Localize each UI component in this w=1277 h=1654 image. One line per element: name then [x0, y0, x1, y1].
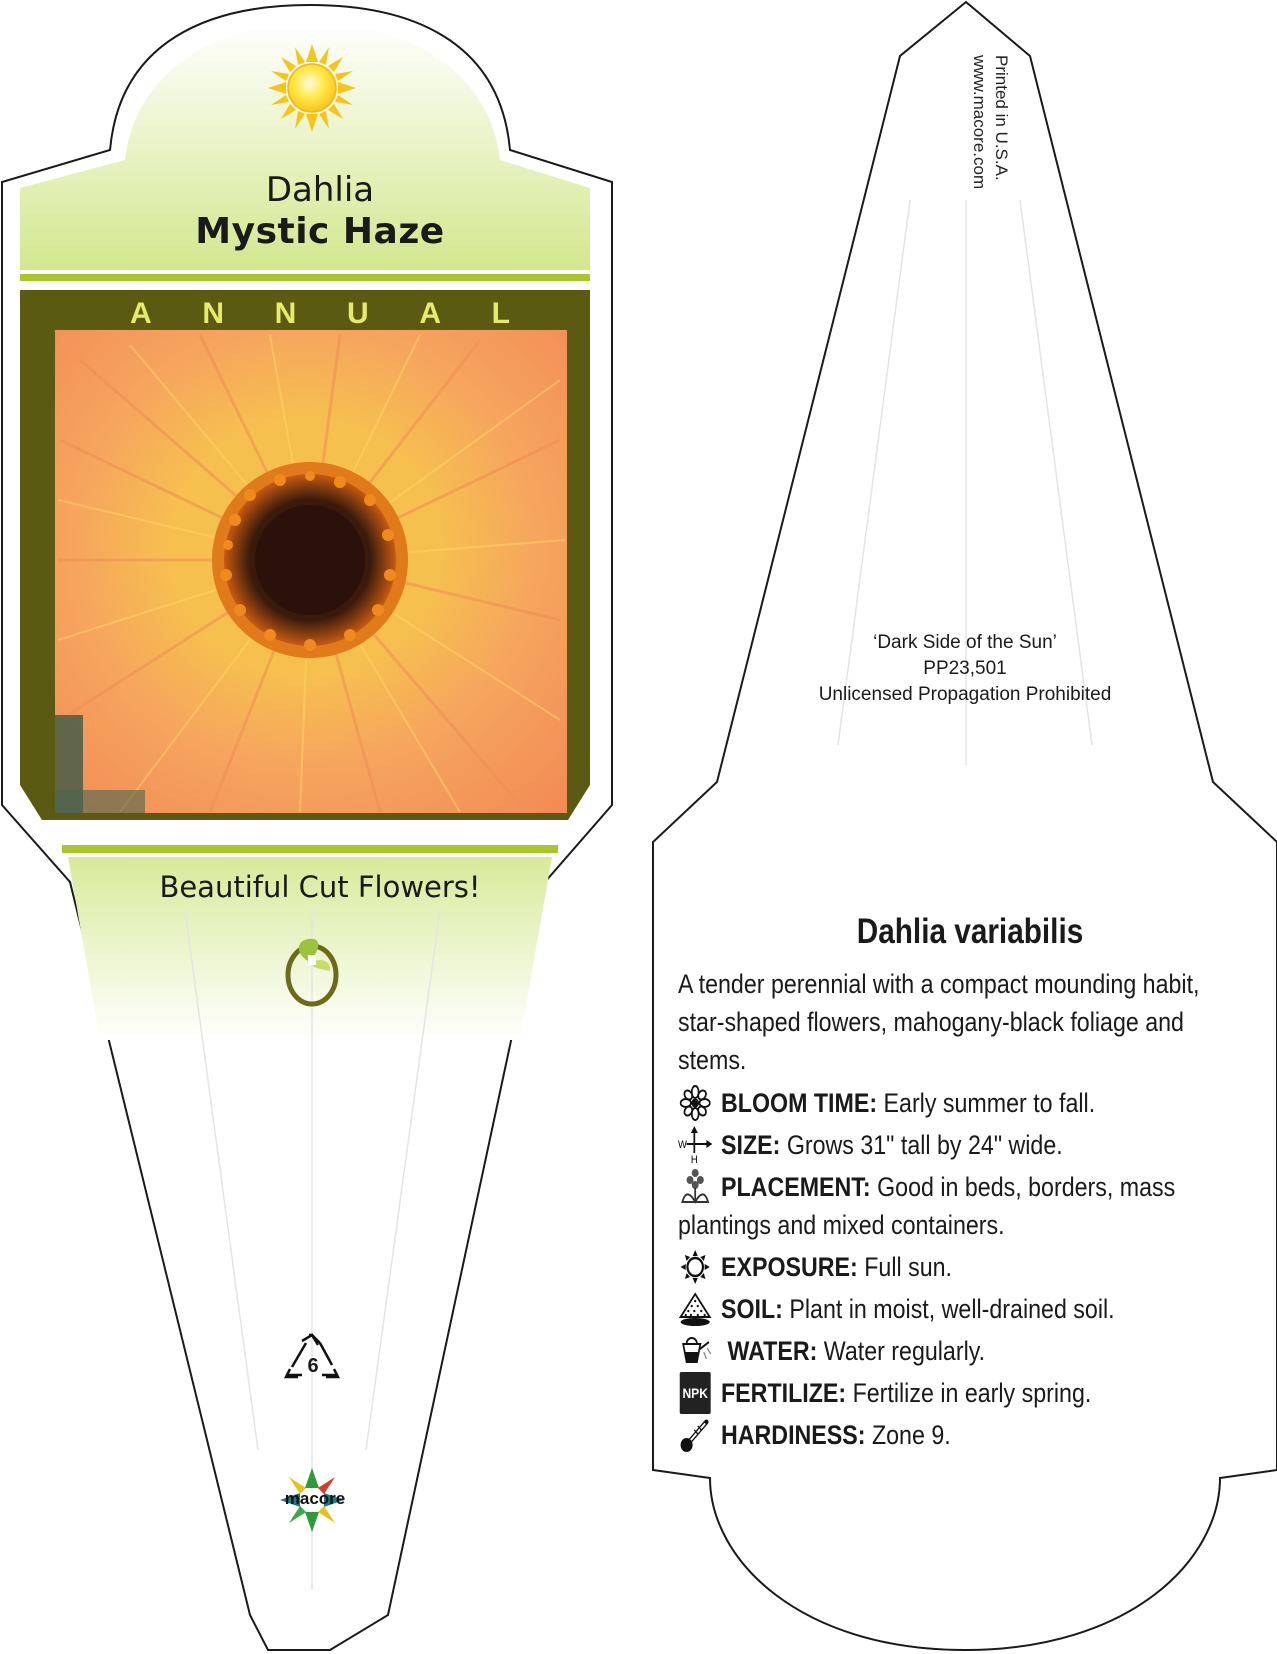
- care-text-continued: plantings and mixed containers.: [678, 1210, 1005, 1240]
- npk-icon-text: NPK: [680, 1372, 711, 1414]
- care-row-hardiness: [678, 1416, 1246, 1454]
- tagline: Beautiful Cut Flowers!: [159, 870, 481, 904]
- category-letter: A: [130, 297, 152, 330]
- care-row-size: [678, 1126, 1246, 1164]
- size-icon-h: H: [690, 1154, 698, 1164]
- category-letter: L: [491, 297, 510, 330]
- care-label: PLACEMENT:: [721, 1172, 871, 1202]
- care-text: Early summer to fall.: [883, 1088, 1096, 1118]
- propagation-notice: Unlicensed Propagation Prohibited: [818, 684, 1112, 705]
- plant-cultivar-name: Mystic Haze: [195, 211, 445, 252]
- category-letter: A: [419, 297, 441, 330]
- brand-logo-text: macore: [284, 1489, 346, 1508]
- printed-in-label: Printed in U.S.A.: [992, 55, 1011, 181]
- care-text: Grows 31" tall by 24" wide.: [786, 1130, 1063, 1160]
- sun-exposure-icon: [678, 1248, 712, 1286]
- care-row-water: [678, 1332, 1246, 1370]
- care-text: Fertilize in early spring.: [852, 1378, 1092, 1408]
- placement-icon: [678, 1168, 712, 1206]
- npk-icon: [678, 1374, 712, 1412]
- thermometer-icon: [678, 1416, 712, 1454]
- patent-info: [780, 630, 1150, 708]
- species-name: Dahlia variabilis: [856, 912, 1084, 951]
- care-text: Full sun.: [864, 1252, 953, 1282]
- soil-icon: [678, 1290, 712, 1328]
- care-label: SIZE:: [721, 1130, 781, 1160]
- bloom-icon: [678, 1084, 712, 1122]
- recycle-code: 6: [307, 1355, 319, 1377]
- category-letter: N: [202, 297, 224, 330]
- variety-trade-name: ‘Dark Side of the Sun’: [873, 632, 1057, 653]
- care-label: HARDINESS:: [721, 1420, 866, 1450]
- care-text: Plant in moist, well-drained soil.: [789, 1294, 1115, 1324]
- watering-can-icon: [678, 1332, 712, 1370]
- care-label: SOIL:: [721, 1294, 783, 1324]
- care-text: Water regularly.: [823, 1336, 986, 1366]
- category-letter: N: [274, 297, 297, 330]
- print-info: [968, 55, 1012, 189]
- patent-number: PP23,501: [923, 658, 1007, 679]
- plant-description: A tender perennial with a compact mounding habit, star-shaped flowers, mahogany-black foliage and stems.: [678, 969, 1200, 1075]
- care-row-exposure: [678, 1248, 1246, 1286]
- care-text: Zone 9.: [871, 1420, 951, 1450]
- care-label: BLOOM TIME:: [721, 1088, 878, 1118]
- size-icon-w: W: [678, 1139, 687, 1152]
- care-row-bloom: [678, 1084, 1246, 1122]
- website-label: www.macore.com: [970, 55, 989, 190]
- care-row-soil: [678, 1290, 1246, 1328]
- care-label: EXPOSURE:: [721, 1252, 858, 1282]
- care-row-fertilize: [678, 1374, 1246, 1412]
- size-icon: [678, 1126, 712, 1164]
- plant-genus: Dahlia: [265, 170, 375, 210]
- care-text: Good in beds, borders, mass: [877, 1172, 1176, 1202]
- care-row-placement-cont: [678, 1206, 1246, 1244]
- care-label: WATER:: [727, 1336, 818, 1366]
- care-row-placement: [678, 1168, 1246, 1206]
- care-label: FERTILIZE:: [721, 1378, 847, 1408]
- category-letter: U: [346, 297, 369, 330]
